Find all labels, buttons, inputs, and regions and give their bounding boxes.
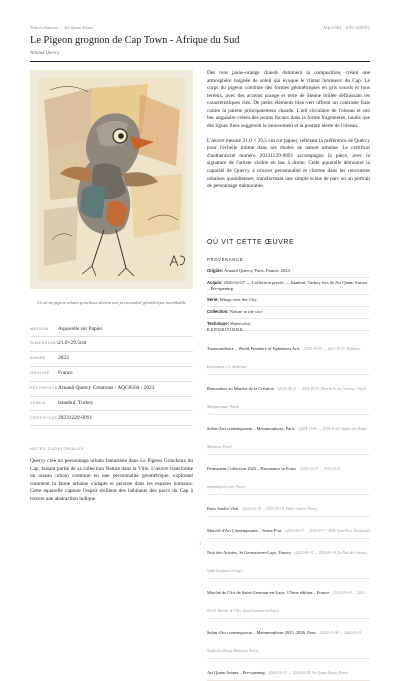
- exposition-dates: (2025-09-14 → 2025-09-14, Marché de l'Art, Saint-Germain-en-Laye): [207, 590, 366, 613]
- detail-row-certificate: [30, 411, 193, 426]
- detail-label: ORIGINE: [30, 371, 50, 376]
- exposition-title: Marché d'Art Contemporain – Sense Port: [207, 527, 282, 533]
- exposition-dates: (2025-11-06 → 2026-03-01, Studio des Beaux Monsieur, Paris): [207, 630, 362, 653]
- detail-label: CERTIFICAT: [30, 415, 58, 420]
- provenance-label: Technique:: [207, 320, 230, 326]
- provenance-item: [207, 295, 370, 307]
- exposition-item: [207, 335, 370, 375]
- detail-label: RÉFÉRENCE: [30, 386, 58, 391]
- page-header: [30, 25, 370, 33]
- exposition-dates: (2023-10-20 → 2023-10-31, Kolkhoze Ensemmrise's 5, Andlerna): [207, 346, 361, 369]
- exposition-dates: (2024-04-21 → 2024-10-31, Marché de la Création – Paris Montparnasse, Paris): [207, 386, 367, 409]
- curatorial-notes-heading: NOTES CURATORIALES: [30, 447, 85, 451]
- detail-label: ANNÉE: [30, 356, 46, 361]
- provenance-heading: PROVENANCE: [207, 257, 244, 262]
- artwork-image: [30, 70, 193, 289]
- exposition-dates: (2025-02-18 → 2025-02-19, Atelier Studio, Paris): [242, 506, 317, 511]
- detail-row-year: [30, 352, 193, 367]
- page-title: Le Pigeon grognon de Cap Town - Afrique du Sud: [30, 35, 240, 46]
- provenance-section-title: OÙ VIT CETTE ŒUVRE: [207, 239, 295, 246]
- provenance-list: [207, 266, 370, 331]
- provenance-value: Nature in the city: [229, 308, 262, 314]
- detail-label: MÉDIUM: [30, 326, 49, 331]
- provenance-label: Acquis:: [207, 279, 223, 285]
- expositions-list: [207, 335, 370, 681]
- detail-row-dimensions: [30, 337, 193, 352]
- exposition-item: [207, 659, 370, 681]
- provenance-item: [207, 266, 370, 278]
- reference-code: AQC0504 · NTC-000102: [322, 25, 370, 30]
- exposition-dates: (2024-11-06 → 2024-11-09, Studio des Beaux Monsieur, Paris): [207, 426, 367, 449]
- artist-name: Arnaud Quercy: [30, 51, 60, 56]
- detail-value: Istanbul, Turkey: [58, 400, 94, 407]
- detail-row-medium: [30, 322, 193, 337]
- exposition-item: [207, 579, 370, 619]
- exposition-dates: (2025-01-01 → 2025-12-31, artmodepaeri.com, Paris): [207, 466, 342, 489]
- exposition-title: Marché de l'Art de Saint-Germain-en-Laye, 17ème édition – France: [207, 589, 330, 595]
- breadcrumb: Notices d'œuvres — Art Quam Anima: [30, 25, 93, 30]
- detail-label: DIMENSIONS: [30, 341, 60, 346]
- provenance-label: Série:: [207, 296, 219, 302]
- provenance-value: Arnaud Quercy, Paris, France, 2023: [223, 267, 290, 273]
- exposition-dates: (2025-06-17 → 2025-07-17, MAC Sens-Port, Sourdeval): [285, 528, 370, 533]
- exposition-title: Rencontres au Marché de la Création: [207, 385, 274, 391]
- exposition-item: [207, 619, 370, 659]
- detail-value: 2023: [58, 355, 69, 362]
- detail-label: VENDU: [30, 401, 46, 406]
- detail-value: 20231229-0091: [58, 414, 93, 421]
- expositions-heading: EXPOSITIONS: [207, 327, 244, 332]
- detail-row-sold: [30, 397, 193, 412]
- provenance-label: Origine:: [207, 267, 224, 273]
- exposition-item: [207, 375, 370, 415]
- artwork-caption: Là où un pigeon urbain grincheux devient une personnalité géométrique inoubliable: [37, 300, 186, 305]
- description-paragraph: L'œuvre mesure 21,0 × 29,5 cm sur papier, reflétant la préférence de Quercy pour l'échelle intime dans ses études de nature urbaine. Le certificat d'authenticité numéro 20231229-0091 accompagne la pièce, avec la signature de l'artiste visible en bas à droite. Cette aquarelle démontre la capacité de Quercy à trouver personnalité et charme dans les rencontres urbaines quotidiennes, transformant une simple scène de parc en un portrait de personnage mémorable.: [207, 137, 370, 190]
- exposition-item: [207, 415, 370, 455]
- detail-value: 21.0×29.5cm: [58, 340, 87, 347]
- exposition-item: [207, 455, 370, 495]
- exposition-title: Nuit des Artistes, St Germain-en-Laye, France: [207, 549, 291, 555]
- provenance-item: [207, 278, 370, 295]
- exposition-item: [207, 517, 370, 539]
- exposition-dates: (2025-09-14 → 2025-09-14, La Nuit des Artistes, Saint-Germain-en-Laye): [207, 550, 368, 573]
- detail-row-reference: [30, 382, 193, 397]
- provenance-item: [207, 307, 370, 319]
- provenance-value: Watercolor: [230, 320, 251, 326]
- exposition-title: Paris Studio Visit: [207, 505, 239, 511]
- provenance-value: 2026-02-07 — Collection privée — Istanbul, Turkey lors de Art Quam Anima – Pre-opening: [207, 279, 367, 291]
- provenance-label: Collection:: [207, 308, 229, 314]
- exposition-title: Transcendence – World Premiere of Ephemera Arts: [207, 345, 300, 351]
- provenance-value: Wings over the City: [219, 296, 257, 302]
- exposition-title: Salon d'art contemporain – Metamorphose 2025–2026, Paris: [207, 629, 317, 635]
- description-paragraph: Des tons jaune-orange chauds dominent la composition, créant une atmosphère baignée de soleil qui évoque le climat lumineux du Cap. Le corps du pigeon combine des formes géométriques en gris sourds et tons terreux, avec des accents orange et terre de Sienne brûlée définissant les caractéristiques clés. De petits éléments bleu-vert offrent un contraste frais contre la palette principalement chaude. L'œil circulaire de l'oiseau et son bec angulaire créent des points focaux dans la forme fragmentée, tandis que des lignes fines suggèrent le mouvement et la posture alerte de l'oiseau.: [207, 70, 370, 129]
- detail-value: France: [58, 370, 73, 377]
- exposition-title: Permanent Collection 2025 – Resonance in Form: [207, 465, 296, 471]
- exposition-item: [207, 495, 370, 517]
- detail-value: Aquarelle sur Papier: [58, 325, 103, 332]
- artwork-details-table: [30, 322, 193, 426]
- page-number: 1: [198, 541, 202, 546]
- detail-value: Arnaud Quercy Creations / AQC0504 / 2023: [58, 385, 155, 392]
- artwork-description: [207, 70, 370, 198]
- exposition-title: Salon d'art contemporain – Metamorphose, Paris: [207, 425, 295, 431]
- detail-row-origin: [30, 367, 193, 382]
- curatorial-notes-text: Quercy crée un personnage urbain fantaisiste dans Le Pigeon Grincheux du Cap, faisant partie de sa collection Nature dans la Ville. L'œuvre transforme un oiseau urbain commun en une personnalité géométrique, explorant comment la faune urbaine s'adapte et persiste dans les espaces humains. Cette aquarelle capture l'esprit résilient des habitants des parcs du Cap à travers une abstraction ludique.: [30, 458, 193, 502]
- exposition-title: Art Quam Anima – Pre-opening: [207, 669, 265, 675]
- exposition-dates: (2026-01-31 → 2026-02-28, Art Quam Anima, Paris): [268, 670, 348, 675]
- title-divider: [30, 61, 370, 62]
